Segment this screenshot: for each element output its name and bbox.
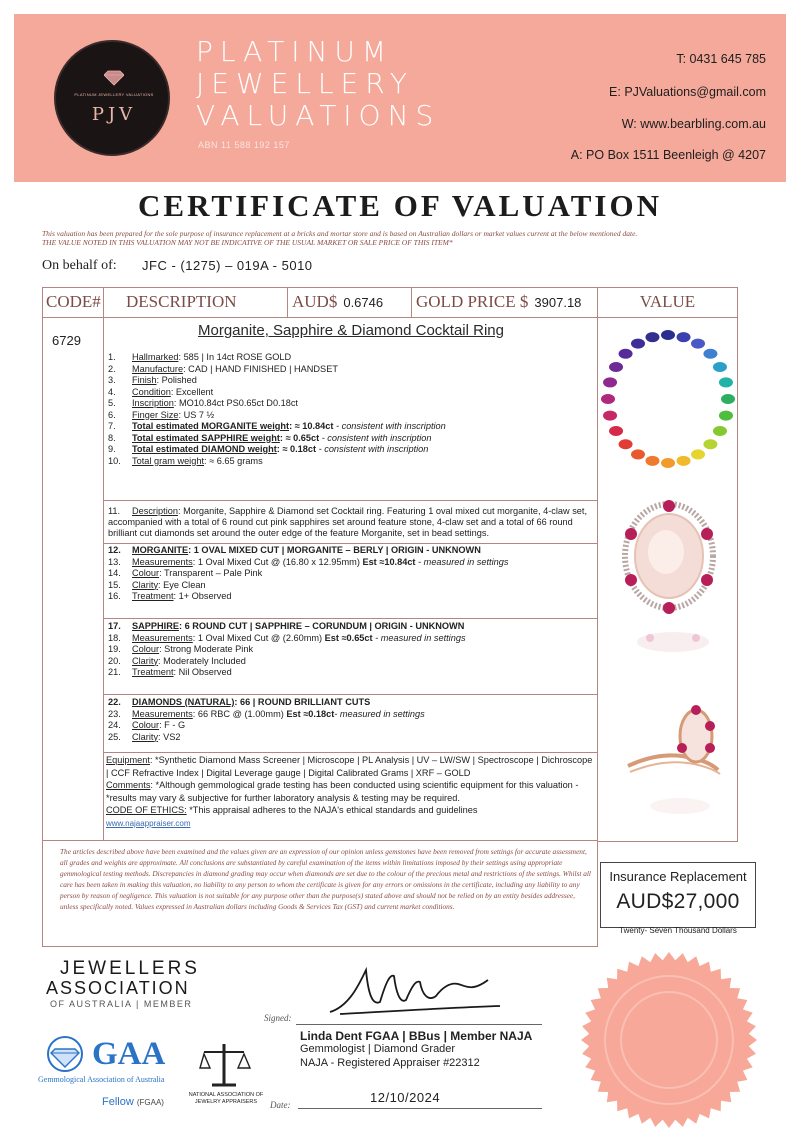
item-line	[108, 433, 431, 444]
gaa-full-name: Gemmological Association of Australia	[38, 1075, 165, 1084]
item-number: 3.	[108, 375, 116, 385]
item-label: Manufacture	[132, 363, 184, 374]
disclaimer-line-1: This valuation has been prepared for the sole purpose of insurance replacement at a bricks and mortar store and is based on Australian dollars or market values current at the below mentioned date.	[42, 229, 638, 238]
behalf-label: On behalf of:	[42, 258, 117, 273]
gem-swatch	[703, 439, 717, 449]
item-number: 6.	[108, 409, 116, 420]
item-value: : 1+ Observed	[173, 591, 232, 601]
divider	[104, 543, 598, 544]
item-line	[108, 557, 508, 568]
gem-swatch	[719, 377, 733, 387]
ring-top-view-image	[614, 494, 724, 618]
jaa-logo-line-3: OF AUSTRALIA | MEMBER	[50, 999, 193, 1009]
logo-initials: PJV	[91, 104, 137, 125]
item-line	[108, 375, 197, 386]
item-line	[108, 456, 263, 467]
item-number: 16.	[108, 591, 121, 601]
item-number: 11.	[108, 506, 121, 516]
code-column	[42, 318, 104, 840]
item-label: Treatment	[132, 591, 174, 601]
equipment-notes	[106, 754, 594, 831]
item-label: Inscription	[132, 398, 174, 408]
item-number: 24.	[108, 720, 121, 730]
embossed-seal	[574, 950, 764, 1130]
equipment-text: : *Synthetic Diamond Mass Screener | Microscope | PL Analysis | UV – LW/SW | Spectroscope | Dichroscope | CCF Refractive Index | Digital Leverage gauge | Digital Calibrated Grams | XRF – GOLD	[106, 755, 593, 778]
gem-swatch	[677, 456, 691, 466]
aud-value: 0.6746	[343, 295, 384, 310]
item-note: - measured in settings	[415, 556, 509, 567]
item-label: Total estimated SAPPHIRE weight	[132, 432, 280, 443]
gem-swatch	[645, 332, 659, 342]
item-value: : US 7 ½	[178, 409, 215, 420]
equipment-label: Equipment	[106, 755, 150, 765]
item-value: : Eye Clean	[158, 579, 206, 590]
seal-outer	[581, 952, 757, 1128]
item-label: Total estimated MORGANITE weight	[132, 421, 290, 431]
header-description: DESCRIPTION	[104, 287, 288, 318]
header-aud	[288, 287, 412, 318]
item-number: 1.	[108, 352, 116, 362]
naja-name: NATIONAL ASSOCIATION OF JEWELRY APPRAISERS	[188, 1092, 264, 1105]
item-line	[108, 580, 206, 591]
jaa-logo-line-1: JEWELLERS	[60, 958, 200, 979]
item-value: : 66 RBC @ (1.00mm)	[192, 708, 287, 719]
item-title: Morganite, Sapphire & Diamond Cocktail Ring	[198, 322, 504, 339]
item-label: Description	[132, 506, 178, 516]
brand-line-1: PLATINUM	[196, 35, 394, 68]
fellow-label	[102, 1096, 164, 1108]
abn-number: ABN 11 588 192 157	[198, 140, 290, 150]
gem-swatch	[691, 449, 705, 459]
fellow-abbrev: (FGAA)	[136, 1098, 164, 1107]
item-value: : Polished	[156, 375, 197, 385]
gem-swatch	[601, 394, 615, 404]
gem-swatch	[609, 362, 623, 372]
item-value: : ≈ 6.65 grams	[204, 455, 263, 466]
insurance-box	[600, 862, 756, 928]
equipment-line	[106, 754, 594, 779]
item-label: Clarity	[132, 655, 159, 666]
comments-text: : *Although gemmological grade testing has been conducted using scientific equipment for this valuation - *results may vary & subjective for further laboratory analysis & testing may be required.	[106, 780, 579, 803]
item-line	[108, 444, 428, 455]
appraiser-title: Gemmologist | Diamond Grader	[300, 1043, 456, 1055]
gold-label: GOLD PRICE $	[416, 292, 529, 311]
contact-website: W: www.bearbling.com.au	[621, 117, 766, 131]
item-label: Clarity	[132, 731, 159, 742]
item-label: Measurements	[132, 556, 193, 567]
item-line	[108, 545, 481, 556]
item-value: : 66 | ROUND BRILLIANT CUTS	[234, 697, 371, 707]
gem-swatch	[677, 332, 691, 342]
insurance-value-words: Twenty- Seven Thousand Dollars	[619, 926, 737, 935]
naja-scales-icon	[196, 1040, 252, 1090]
item-line	[108, 421, 446, 432]
item-value: : 1 Oval Mixed Cut @ (2.60mm)	[192, 632, 325, 643]
ring-side-view-image	[622, 700, 726, 780]
header-value: VALUE	[597, 287, 738, 318]
item-number: 2.	[108, 363, 116, 374]
divider	[104, 618, 598, 619]
item-number: 13.	[108, 556, 121, 567]
ethics-text: *This appraisal adheres to the NAJA's ethical standards and guidelines	[186, 805, 478, 816]
item-value: : Moderately Included	[158, 655, 246, 666]
behalf-value: JFC - (1275) – 019A - 5010	[142, 258, 313, 273]
item-value: : Nil Observed	[173, 667, 232, 677]
signature-line	[296, 1024, 542, 1025]
item-label: Colour	[132, 644, 160, 654]
item-line	[108, 568, 262, 579]
contact-email: E: PJValuations@gmail.com	[609, 85, 766, 99]
gem-swatch	[631, 339, 645, 349]
item-value: : 6 ROUND CUT | SAPPHIRE – CORUNDUM | ORIGIN - UNKNOWN	[178, 621, 465, 631]
divider	[104, 694, 598, 695]
divider	[104, 500, 598, 501]
item-line	[108, 644, 253, 655]
item-note: - measured in settings	[372, 632, 466, 643]
item-weight: : ≈ 10.84ct	[289, 421, 334, 431]
item-number: 17.	[108, 621, 121, 631]
item-line	[108, 633, 466, 644]
item-note: - measured in settings	[334, 708, 425, 719]
item-note: - consistent with inscription	[333, 421, 446, 431]
gold-value: 3907.18	[534, 295, 582, 310]
comments-label: Comments	[106, 780, 151, 791]
item-label: DIAMONDS (NATURAL)	[132, 697, 235, 707]
item-line	[108, 591, 232, 602]
item-description	[108, 506, 594, 540]
gem-swatch	[609, 426, 623, 436]
item-weight: Est ≈0.65ct	[324, 632, 373, 643]
item-label: Condition	[132, 386, 171, 397]
item-number: 12.	[108, 545, 121, 555]
gem-swatch	[619, 349, 633, 359]
item-label: Colour	[132, 568, 160, 578]
item-number: 8.	[108, 432, 116, 443]
insurance-label: Insurance Replacement	[609, 869, 747, 884]
item-weight: Est ≈10.84ct	[362, 556, 416, 567]
item-label: Total estimated DIAMOND weight	[132, 444, 277, 454]
signed-label: Signed:	[264, 1013, 292, 1023]
item-number: 9.	[108, 444, 116, 454]
item-number: 18.	[108, 632, 121, 643]
divider	[104, 752, 598, 753]
gem-swatch	[661, 330, 675, 340]
aud-label: AUD$	[292, 292, 338, 311]
gem-swatch	[721, 394, 735, 404]
handwritten-signature	[320, 962, 510, 1020]
item-number: 21.	[108, 667, 121, 677]
item-note: - consistent with inscription	[319, 432, 432, 443]
header-gold-price	[412, 287, 598, 318]
item-note: - consistent with inscription	[316, 444, 429, 454]
item-line	[108, 709, 425, 720]
item-number: 4.	[108, 386, 116, 397]
fellow-text: Fellow	[102, 1096, 134, 1108]
item-value: : 1 Oval Mixed Cut @ (16.80 x 12.95mm)	[192, 556, 363, 567]
item-code: 6729	[52, 333, 81, 348]
item-line	[108, 656, 246, 667]
item-line	[108, 387, 213, 398]
appraiser-name: Linda Dent FGAA | BBus | Member NAJA	[300, 1029, 533, 1043]
item-text: : Morganite, Sapphire & Diamond set Cocktail ring. Featuring 1 oval mixed cut morganite, 4-claw set, accompanied with a total of 6 round cut pink sapphires set around feature stone, 4-claw set and a total of 66 round brilliant cut diamonds set around the outer edge of the feature Morganite, set in bead settings.	[108, 506, 588, 539]
gem-swatch	[631, 449, 645, 459]
naja-link[interactable]: www.najaappraiser.com	[106, 818, 191, 828]
item-label: MORGANITE	[132, 545, 189, 555]
item-label: Hallmarked	[132, 352, 179, 362]
item-line	[108, 364, 338, 375]
item-value: : MO10.84ct PS0.65ct D0.18ct	[173, 398, 298, 408]
gem-swatch	[603, 411, 617, 421]
item-value: : Transparent – Pale Pink	[159, 568, 263, 578]
item-number: 25.	[108, 731, 121, 742]
item-line	[108, 621, 464, 632]
item-number: 20.	[108, 655, 121, 666]
item-number: 14.	[108, 568, 121, 578]
item-line	[108, 732, 181, 743]
gem-swatch	[691, 339, 705, 349]
item-value: : F - G	[159, 720, 186, 730]
item-label: Finish	[132, 375, 157, 385]
gem-swatch	[719, 411, 733, 421]
item-weight: Est ≈0.18ct	[286, 708, 335, 719]
disclaimer-line-2: THE VALUE NOTED IN THIS VALUATION MAY NOT BE INDICATIVE OF THE USUAL MARKET OR SALE PRICE OF THIS ITEM*	[42, 238, 453, 247]
item-label: Treatment	[132, 667, 174, 677]
date-line	[298, 1108, 542, 1109]
gem-swatch	[713, 362, 727, 372]
item-value: : 585 | In 14ct ROSE GOLD	[178, 352, 292, 362]
item-line	[108, 697, 370, 708]
gem-swatch	[619, 439, 633, 449]
item-line	[108, 352, 291, 363]
gaa-logo-text: GAA	[92, 1036, 166, 1072]
item-value: : Excellent	[170, 386, 214, 397]
item-label: Colour	[132, 720, 160, 730]
gem-colour-wheel	[600, 326, 736, 472]
contact-address: A: PO Box 1511 Beenleigh @ 4207	[570, 148, 766, 162]
header-code: CODE#	[42, 287, 104, 318]
letterhead	[14, 14, 786, 182]
item-label: Measurements	[132, 708, 193, 719]
item-number: 22.	[108, 697, 121, 707]
brand-line-2: JEWELLERY	[196, 67, 414, 100]
ethics-line	[106, 804, 594, 817]
certificate-title: CERTIFICATE OF VALUATION	[138, 188, 662, 223]
fine-print: The articles described above have been examined and the values given are an expression of our opinion unless gemstones have been removed from settings for accurate assessment, all grades and weights are approximate. All conclusions are substantiated by careful examination of the items within limitations imposed by their settings using appropriate gemmological testing methods. Discrepancies in diamond grading may occur when diamonds are set due to the colour of the precious metal and restrictions of the settings. Whilst all care has been taken in making this valuation, no liability to any person to whom the certificate is given for any errors or omissions in the certificate, including any liability to any person by reason of negligence. This valuation is not suitable for any purpose other than the purpose(s) stated above and should not be relied on by an entity besides addressee, unless specifically noted. Values expressed in Australian dollars including Goods & Services Tax (GST) and current market conditions.	[60, 847, 591, 911]
item-weight: : ≈ 0.65ct	[279, 432, 320, 443]
item-number: 23.	[108, 708, 121, 719]
appraiser-registration: NAJA - Registered Appraiser #22312	[300, 1057, 480, 1069]
item-value: : 1 OVAL MIXED CUT | MORGANITE – BERLY | ORIGIN - UNKNOWN	[188, 545, 481, 555]
pjv-logo	[54, 40, 170, 156]
item-line	[108, 398, 298, 409]
brand-line-3: VALUATIONS	[196, 99, 441, 132]
diamond-icon	[104, 70, 124, 86]
gaa-diamond-icon	[40, 1036, 90, 1072]
date-label: Date:	[270, 1100, 291, 1110]
item-weight: : ≈ 0.18ct	[276, 444, 317, 454]
valuation-date: 12/10/2024	[370, 1090, 441, 1105]
insurance-value: AUD$27,000	[616, 890, 740, 913]
divider	[42, 840, 598, 841]
contact-phone: T: 0431 645 785	[676, 52, 766, 66]
item-number: 7.	[108, 421, 116, 431]
item-value: : Strong Moderate Pink	[159, 644, 254, 654]
item-label: Clarity	[132, 579, 159, 590]
item-number: 5.	[108, 398, 116, 408]
item-line	[108, 720, 185, 731]
ring-reflection-image	[628, 620, 718, 660]
ethics-label: CODE OF ETHICS:	[106, 805, 187, 816]
jaa-logo-line-2: ASSOCIATION	[46, 978, 190, 998]
gem-swatch	[603, 377, 617, 387]
item-label: Finger Size	[132, 409, 179, 420]
gem-swatch	[703, 349, 717, 359]
item-label: Total gram weight	[132, 455, 205, 466]
brand-name	[196, 36, 440, 132]
item-value: : VS2	[158, 731, 181, 742]
item-value: : CAD | HAND FINISHED | HANDSET	[183, 363, 338, 374]
ring-side-reflection-image	[640, 784, 720, 824]
item-label: Measurements	[132, 632, 193, 643]
item-number: 10.	[108, 455, 121, 466]
gem-swatch	[713, 426, 727, 436]
item-number: 19.	[108, 644, 121, 654]
item-label: SAPPHIRE	[132, 621, 179, 631]
comments-line	[106, 779, 594, 804]
item-number: 15.	[108, 579, 121, 590]
logo-small-text: PLATINUM JEWELLERY VALUATIONS	[74, 92, 154, 97]
item-line	[108, 667, 232, 678]
item-line	[108, 410, 214, 421]
gem-swatch	[645, 456, 659, 466]
disclaimer	[42, 229, 772, 247]
gem-swatch	[661, 458, 675, 468]
